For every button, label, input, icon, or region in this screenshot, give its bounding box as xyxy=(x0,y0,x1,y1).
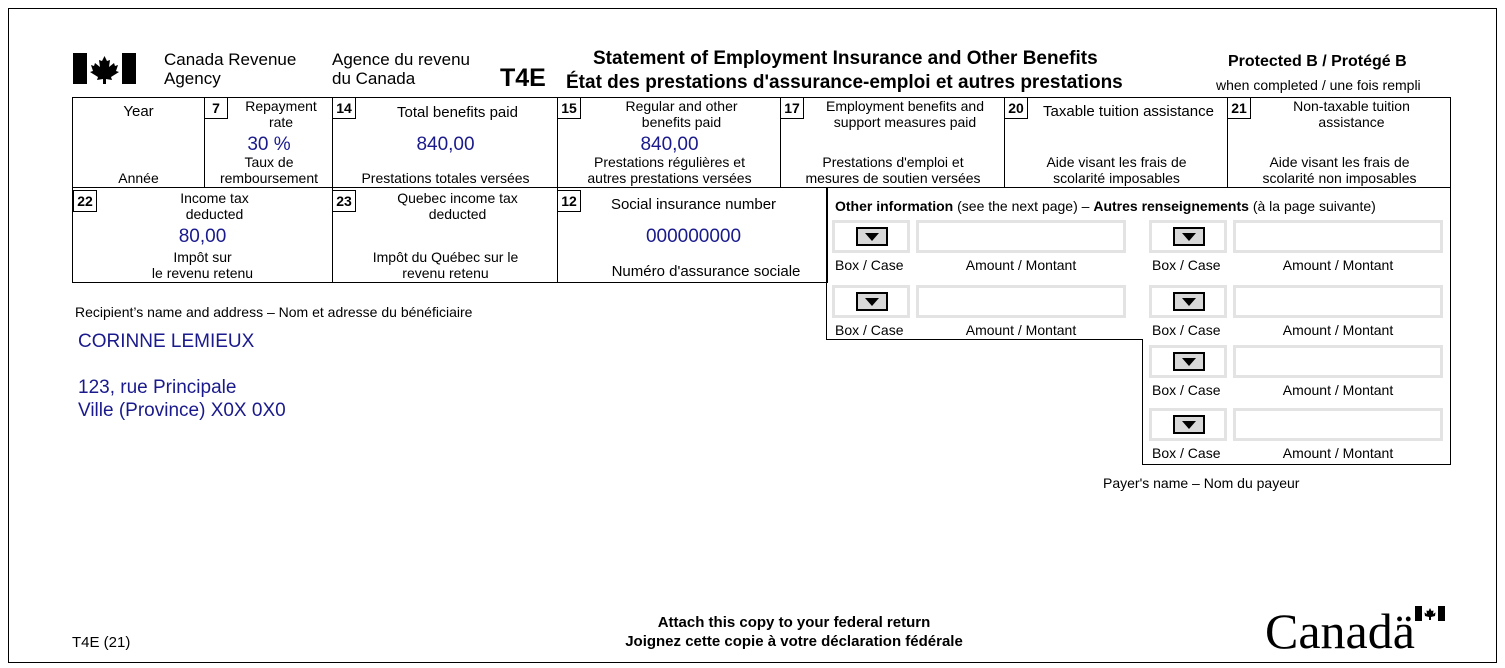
box-23-input[interactable] xyxy=(363,224,533,246)
box-21 xyxy=(1227,98,1450,187)
box-15 xyxy=(557,98,780,187)
recipient-address-1: 123, rue Principale xyxy=(78,377,237,398)
box-23 xyxy=(332,188,557,282)
form-title-fr: État des prestations d'assurance-emploi et autres prestations xyxy=(566,72,1123,93)
protected-label: Protected B / Protégé B xyxy=(1228,53,1407,70)
box-15-en-2: benefits paid xyxy=(641,114,722,130)
box-20-number: 20 xyxy=(1004,97,1028,119)
form-code: T4E xyxy=(500,64,546,92)
agency-en-line2: Agency xyxy=(164,69,221,88)
box-22-number: 22 xyxy=(73,190,97,212)
box-17 xyxy=(780,98,1004,187)
year-label-fr: Année xyxy=(118,170,159,186)
box-20 xyxy=(1004,98,1227,187)
box-21-label-en xyxy=(1252,98,1451,130)
form-title-en: Statement of Employment Insurance and Other Benefits xyxy=(593,48,1098,69)
box-17-input[interactable] xyxy=(811,132,981,154)
box-7-label-en xyxy=(229,98,333,130)
amount-label: Amount / Montant xyxy=(965,322,1077,338)
box-23-number: 23 xyxy=(332,190,356,212)
box-code-dropdown[interactable] xyxy=(1149,220,1227,253)
box-7 xyxy=(204,98,332,187)
box-23-label-en xyxy=(357,190,558,222)
box-12-number: 12 xyxy=(557,190,581,212)
box-12-value[interactable]: 000000000 xyxy=(645,226,742,247)
box-14-label-en: Total benefits paid xyxy=(397,104,518,121)
amount-field[interactable] xyxy=(916,285,1126,318)
recipient-name: CORINNE LEMIEUX xyxy=(78,331,255,352)
agency-name-fr xyxy=(332,50,470,88)
amount-label: Amount / Montant xyxy=(1282,382,1394,398)
row-2 xyxy=(72,188,828,283)
box-code-dropdown[interactable] xyxy=(832,220,910,253)
box-label: Box / Case xyxy=(1152,445,1221,461)
amount-field[interactable] xyxy=(1233,408,1443,441)
wordmark-flag-icon xyxy=(1415,606,1445,621)
amount-label: Amount / Montant xyxy=(1282,322,1394,338)
box-code-dropdown[interactable] xyxy=(1149,345,1227,378)
amount-field[interactable] xyxy=(916,220,1126,253)
recipient-label: Recipient’s name and address – Nom et adresse du bénéficiaire xyxy=(75,304,473,320)
box-14-number: 14 xyxy=(332,97,356,119)
box-23-fr-2: revenu retenu xyxy=(402,265,489,281)
box-14 xyxy=(332,98,557,187)
box-22-en-1: Income tax xyxy=(180,190,249,206)
dropdown-arrow-icon xyxy=(1173,292,1205,311)
payer-label: Payer's name – Nom du payeur xyxy=(1103,475,1300,491)
attach-note-en: Attach this copy to your federal return xyxy=(657,614,931,631)
box-14-value[interactable]: 840,00 xyxy=(416,134,475,155)
box-code-dropdown[interactable] xyxy=(1149,408,1227,441)
box-12-label-fr: Numéro d'assurance sociale xyxy=(611,263,801,280)
box-22-label-en xyxy=(97,190,332,222)
box-20-label-en: Taxable tuition assistance xyxy=(1043,103,1214,120)
box-17-number: 17 xyxy=(780,97,804,119)
recipient-block[interactable] xyxy=(78,330,286,422)
year-label-en: Year xyxy=(123,103,154,120)
box-7-en-2: rate xyxy=(268,114,294,130)
agency-fr-line2: du Canada xyxy=(332,69,416,88)
box-22-value[interactable]: 80,00 xyxy=(178,226,227,247)
box-12 xyxy=(557,188,828,282)
amount-label: Amount / Montant xyxy=(1282,257,1394,273)
box-21-en-2: assistance xyxy=(1318,114,1385,130)
dropdown-arrow-icon xyxy=(1173,227,1205,246)
box-7-number: 7 xyxy=(204,97,228,119)
box-21-input[interactable] xyxy=(1258,132,1428,154)
box-23-en-1: Quebec income tax xyxy=(397,190,518,206)
amount-field[interactable] xyxy=(1233,345,1443,378)
box-15-number: 15 xyxy=(557,97,581,119)
recipient-address-2: Ville (Province) X0X 0X0 xyxy=(78,400,286,421)
other-info-sub-en: (see the next page) – xyxy=(953,198,1094,214)
box-year xyxy=(73,98,204,187)
box-label: Box / Case xyxy=(1152,382,1221,398)
amount-field[interactable] xyxy=(1233,285,1443,318)
box-15-en-1: Regular and other xyxy=(625,98,738,114)
box-label: Box / Case xyxy=(835,257,904,273)
form-version: T4E (21) xyxy=(72,634,131,651)
amount-field[interactable] xyxy=(1233,220,1443,253)
box-22-fr-1: Impôt sur xyxy=(173,249,232,265)
agency-name-en xyxy=(164,50,296,88)
dropdown-arrow-icon xyxy=(856,292,888,311)
box-7-label-fr xyxy=(205,154,333,186)
box-15-label-fr xyxy=(558,154,781,186)
box-21-number: 21 xyxy=(1227,97,1251,119)
box-17-fr-1: Prestations d'emploi et xyxy=(822,154,964,170)
canada-wordmark-text: Canadä xyxy=(1265,603,1415,659)
box-code-dropdown[interactable] xyxy=(1149,285,1227,318)
box-7-en-1: Repayment xyxy=(245,98,317,114)
dropdown-arrow-icon xyxy=(1173,415,1205,434)
protected-sub: when completed / une fois rempli xyxy=(1216,77,1421,93)
box-15-label-en xyxy=(582,98,781,130)
box-17-label-fr xyxy=(781,154,1005,186)
t4e-slip xyxy=(8,8,1497,663)
other-info-title-fr: Autres renseignements xyxy=(1093,198,1249,214)
canada-flag-icon xyxy=(73,53,136,84)
box-21-fr-1: Aide visant les frais de xyxy=(1269,154,1410,170)
box-label: Box / Case xyxy=(1152,257,1221,273)
box-23-label-fr xyxy=(333,249,558,281)
box-code-dropdown[interactable] xyxy=(832,285,910,318)
box-7-value[interactable]: 30 % xyxy=(247,134,291,155)
box-15-fr-2: autres prestations versées xyxy=(587,170,752,186)
box-17-en-2: support measures paid xyxy=(833,114,977,130)
box-17-label-en xyxy=(805,98,1005,130)
other-info-title-en: Other information xyxy=(835,198,954,214)
box-20-fr-2: scolarité imposables xyxy=(1053,170,1180,186)
year-input[interactable] xyxy=(81,128,191,152)
other-info-sub-fr: (à la page suivante) xyxy=(1248,198,1376,214)
row-1 xyxy=(72,97,1451,188)
box-12-label-en: Social insurance number xyxy=(610,196,777,213)
box-23-fr-1: Impôt du Québec sur le xyxy=(372,249,519,265)
box-7-fr-1: Taux de xyxy=(244,154,294,170)
box-20-input[interactable] xyxy=(1035,132,1205,154)
box-17-en-1: Employment benefits and xyxy=(826,98,984,114)
attach-note-fr: Joignez cette copie à votre déclaration fédérale xyxy=(625,633,963,650)
box-21-en-1: Non-taxable tuition xyxy=(1293,98,1410,114)
attach-note xyxy=(569,613,1019,651)
box-22-fr-2: le revenu retenu xyxy=(151,265,254,281)
amount-label: Amount / Montant xyxy=(965,257,1077,273)
box-14-label-fr: Prestations totales versées xyxy=(361,170,530,186)
box-21-fr-2: scolarité non imposables xyxy=(1262,170,1417,186)
agency-fr-line1: Agence du revenu xyxy=(332,50,470,69)
box-label: Box / Case xyxy=(1152,322,1221,338)
box-17-fr-2: mesures de soutien versées xyxy=(805,170,981,186)
agency-en-line1: Canada Revenue xyxy=(164,50,297,69)
box-20-label-fr xyxy=(1005,154,1228,186)
amount-label: Amount / Montant xyxy=(1282,445,1394,461)
box-15-value[interactable]: 840,00 xyxy=(640,134,699,155)
box-7-fr-2: remboursement xyxy=(219,170,319,186)
box-22-label-fr xyxy=(73,249,332,281)
box-22 xyxy=(73,188,332,282)
dropdown-arrow-icon xyxy=(1173,352,1205,371)
canada-wordmark xyxy=(1265,603,1455,659)
box-22-en-2: deducted xyxy=(185,206,244,222)
box-20-fr-1: Aide visant les frais de xyxy=(1046,154,1187,170)
box-label: Box / Case xyxy=(835,322,904,338)
box-23-en-2: deducted xyxy=(428,206,487,222)
box-21-label-fr xyxy=(1228,154,1451,186)
dropdown-arrow-icon xyxy=(856,227,888,246)
box-15-fr-1: Prestations régulières et xyxy=(594,154,745,170)
